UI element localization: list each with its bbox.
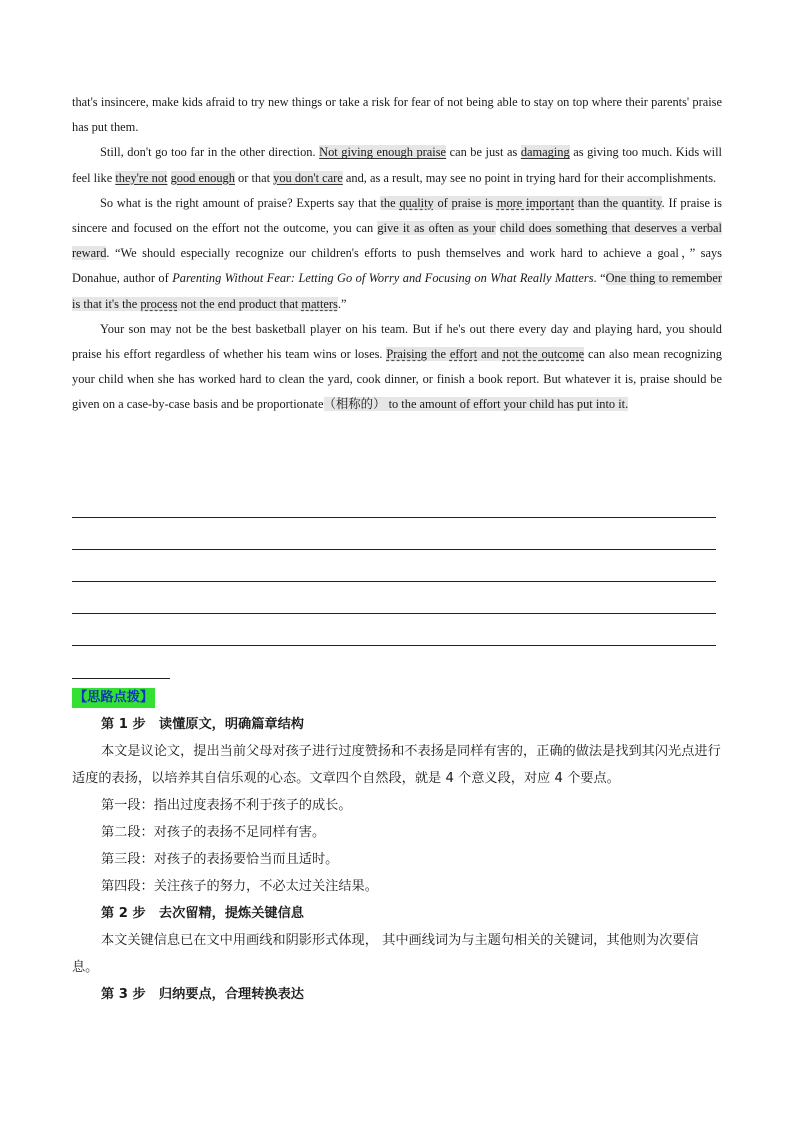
writing-line xyxy=(72,549,716,550)
keyword-underlined: effort xyxy=(449,347,478,362)
text: Your son may not be the best basketball player on his team. But if he's out there every day and playing hard, you should praise his effort regardless of whether his team wins or loses. xyxy=(72,321,722,362)
keyword-underlined: good enough xyxy=(170,170,235,185)
writing-lines xyxy=(72,517,716,677)
intro-paragraph: 本文是议论文，提出当前父母对孩子进行过度赞扬和不表扬是同样有害的，正确的做法是找到其闪光点进行适度的表扬，以培养其自信乐观的心态。文章四个自然段，就是 4 个意义段，对应 4 个要点。 xyxy=(72,744,721,786)
key-info-paragraph: 本文关键信息已在文中用画线和阴影形式体现， 其中画线词为与主题句相关的关键词，其他则为次要信息。 xyxy=(72,933,699,975)
para-summary-4: 第四段：关注孩子的努力，不必太过关注结果。 xyxy=(101,879,378,894)
analysis-section xyxy=(72,682,724,1008)
keyword-underlined: you don't care xyxy=(273,170,343,185)
short-writing-line xyxy=(72,678,170,679)
shaded-text: than the quantity xyxy=(574,195,662,210)
paragraph-4 xyxy=(72,317,722,418)
keyword-underlined: Not giving enough praise xyxy=(319,145,447,160)
english-passage xyxy=(72,90,722,418)
text: So what is the right amount of praise? Experts say that xyxy=(100,195,381,210)
shaded-text: the xyxy=(426,347,450,362)
text: as giving too much. Kids will feel like xyxy=(72,145,722,185)
writing-line xyxy=(72,645,716,646)
keyword-underlined: process xyxy=(140,296,178,311)
section-tag: 【思路点拨】 xyxy=(72,688,155,708)
step-3-heading: 第 3 步 归纳要点，合理转换表达 xyxy=(101,987,304,1002)
shaded-text: （相称的） to the amount of effort your child has put into it. xyxy=(323,397,629,412)
keyword-underlined: not the xyxy=(502,347,542,362)
text: can also mean recognizing your child when she has worked hard to clean the yard, cook dinner, or finish a book report. But whatever it is, praise should be given on a case-by-case basis and be proportionate xyxy=(72,347,723,412)
paragraph-3 xyxy=(72,191,722,317)
keyword-underlined: matters xyxy=(301,296,338,311)
text: that's insincere, make kids afraid to try new things or take a risk for fear of not being able to stay on top where their parents' praise has put them. xyxy=(72,95,722,135)
text: Still, don't go too far in the other direction. xyxy=(100,145,320,160)
para-summary-3: 第三段：对孩子的表扬要恰当而且适时。 xyxy=(101,852,339,867)
step-2-heading: 第 2 步 去次留精，提炼关键信息 xyxy=(101,906,304,921)
keyword-underlined: Praising xyxy=(386,347,427,362)
shaded-text: the xyxy=(380,195,400,210)
text: . “ xyxy=(593,271,606,286)
shaded-text: and xyxy=(477,347,503,362)
text: . “We should especially recognize our children's efforts to push themselves and work hard to achieve a goal，” says Donahue, author of xyxy=(72,246,722,286)
para-summary-1: 第一段：指出过度表扬不利于孩子的成长。 xyxy=(101,798,352,813)
para-summary-2: 第二段：对孩子的表扬不足同样有害。 xyxy=(101,825,326,840)
keyword-underlined: damaging xyxy=(520,145,570,160)
keyword-underlined: they're not xyxy=(115,170,168,185)
shaded-text: child does something that deserves a verbal reward xyxy=(72,221,722,261)
shaded-text: One thing to remember is that it's the xyxy=(72,271,722,311)
writing-line xyxy=(72,581,716,582)
paragraph-2 xyxy=(72,140,722,190)
shaded-text: of praise is xyxy=(433,195,497,210)
keyword-underlined: quality xyxy=(399,195,434,210)
shaded-text: not the end product that xyxy=(177,296,302,311)
writing-line xyxy=(72,517,716,518)
text: can be just as xyxy=(446,145,521,160)
text: .” xyxy=(337,296,347,311)
keyword-underlined: more important xyxy=(496,195,575,210)
step-1-heading: 第 1 步 读懂原文，明确篇章结构 xyxy=(101,717,304,732)
writing-line xyxy=(72,613,716,614)
text: or that xyxy=(234,170,274,185)
text: and, as a result, may see no point in trying hard for their accomplishments. xyxy=(342,170,717,185)
paragraph-1 xyxy=(72,90,722,140)
shaded-text: give it as often as your xyxy=(377,221,496,236)
book-title: Parenting Without Fear: Letting Go of Worry and Focusing on What Really Matters xyxy=(172,271,594,286)
keyword-underlined: outcome xyxy=(541,347,585,362)
text: . If praise is sincere and focused on the effort not the outcome, you can xyxy=(72,195,722,236)
